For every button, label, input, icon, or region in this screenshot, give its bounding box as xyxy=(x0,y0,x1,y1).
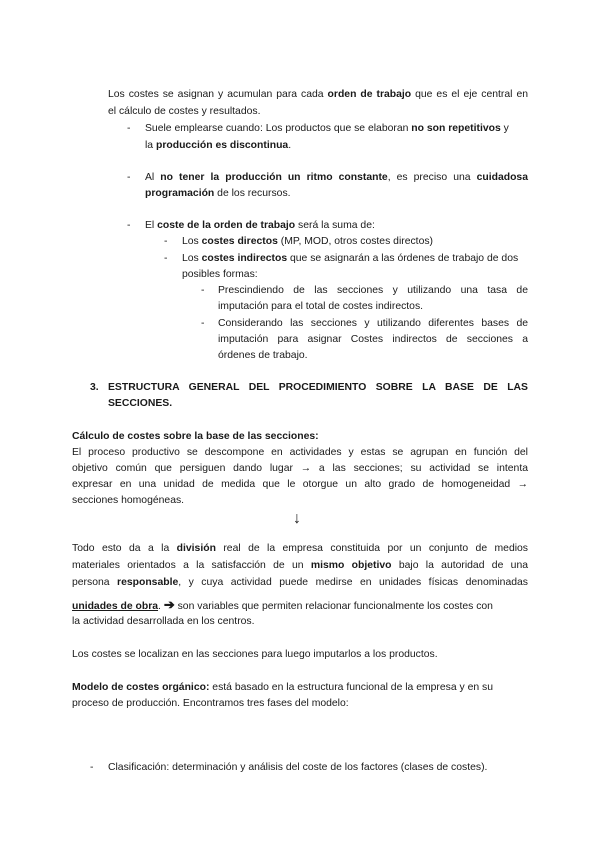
modelo-line-2: proceso de producción. Encontramos tres fases del modelo: xyxy=(72,698,349,709)
sub-sub-bullet-2-line-3: órdenes de trabajo. xyxy=(218,350,308,361)
sub-sub-bullet-2-line-2: imputación para asignar Costes indirectos de secciones a xyxy=(218,334,528,345)
bold-right-arrow-icon: ➔ xyxy=(163,597,175,612)
bullet-1-line-2: la producción es discontinua. xyxy=(145,140,292,151)
calculo-line-4: secciones homogéneas. xyxy=(72,495,185,506)
sub-sub-bullet-dash: - xyxy=(201,285,205,296)
division-line-4: unidades de obra. ➔ son variables que permiten relacionar funcionalmente los costes con xyxy=(72,597,493,612)
right-arrow-icon: → xyxy=(300,463,312,474)
sub-sub-bullet-1-line-1: Prescindiendo de las secciones y utilizando una tasa de xyxy=(218,285,528,296)
division-line-5: la actividad desarrollada en los centros. xyxy=(72,616,255,627)
right-arrow-icon: → xyxy=(517,479,528,490)
intro-line-2: el cálculo de costes y resultados. xyxy=(108,106,261,117)
bullet-2-line-2: programación de los recursos. xyxy=(145,188,291,199)
calculo-heading: Cálculo de costes sobre la base de las secciones: xyxy=(72,431,319,442)
bullet-dash: - xyxy=(127,220,131,231)
division-line-2: materiales orientados a la satisfacción de un mismo objetivo bajo la autoridad de una xyxy=(72,560,529,571)
bullet-3-line-1: El coste de la orden de trabajo será la suma de: xyxy=(145,220,375,231)
section-number: 3. xyxy=(90,382,99,393)
sub-sub-bullet-dash: - xyxy=(201,318,205,329)
sub-bullet-dash: - xyxy=(164,253,168,264)
intro-line-1: Los costes se asignan y acumulan para cada orden de trabajo que es el eje central en xyxy=(108,89,529,100)
section-heading-line-1: ESTRUCTURA GENERAL DEL PROCEDIMIENTO SOBRE LA BASE DE LAS xyxy=(108,382,528,393)
calculo-line-1: El proceso productivo se descompone en actividades y estas se agrupan en función del xyxy=(72,447,528,458)
bullet-1-line-1: Suele emplearse cuando: Los productos que se elaboran no son repetitivos y xyxy=(145,123,509,134)
section-heading-line-2: SECCIONES. xyxy=(108,398,173,409)
sub-sub-bullet-2-line-1: Considerando las secciones y utilizando diferentes bases de xyxy=(218,318,528,329)
calculo-line-2: objetivo común que persiguen dando lugar → a las secciones; su actividad se intenta xyxy=(72,463,528,474)
division-line-3: persona responsable, y cuya actividad puede medirse en unidades físicas denominadas xyxy=(72,577,528,588)
bullet-dash: - xyxy=(90,762,94,773)
bullet-dash: - xyxy=(127,123,131,134)
sub-bullet-2-line-1: Los costes indirectos que se asignarán a las órdenes de trabajo de dos xyxy=(182,253,519,264)
clasificacion-item: Clasificación: determinación y análisis del coste de los factores (clases de costes). xyxy=(108,762,488,773)
bullet-2-line-1: Al no tener la producción un ritmo constante, es preciso una cuidadosa xyxy=(145,172,528,183)
sub-bullet-1: Los costes directos (MP, MOD, otros costes directos) xyxy=(182,236,434,247)
localizan-paragraph: Los costes se localizan en las secciones para luego imputarlos a los productos. xyxy=(72,649,438,660)
sub-bullet-dash: - xyxy=(164,236,168,247)
calculo-line-3: expresar en una unidad de medida que le otorgue un alto grado de homogeneidad → xyxy=(72,479,528,490)
down-arrow-icon: ↓ xyxy=(293,510,301,527)
division-line-1: Todo esto da a la división real de la empresa constituida por un conjunto de medios xyxy=(72,543,529,554)
modelo-line-1: Modelo de costes orgánico: está basado en la estructura funcional de la empresa y en su xyxy=(72,682,494,693)
sub-bullet-2-line-2: posibles formas: xyxy=(182,269,258,280)
sub-sub-bullet-1-line-2: imputación para el total de costes indirectos. xyxy=(218,301,424,312)
bullet-dash: - xyxy=(127,172,131,183)
